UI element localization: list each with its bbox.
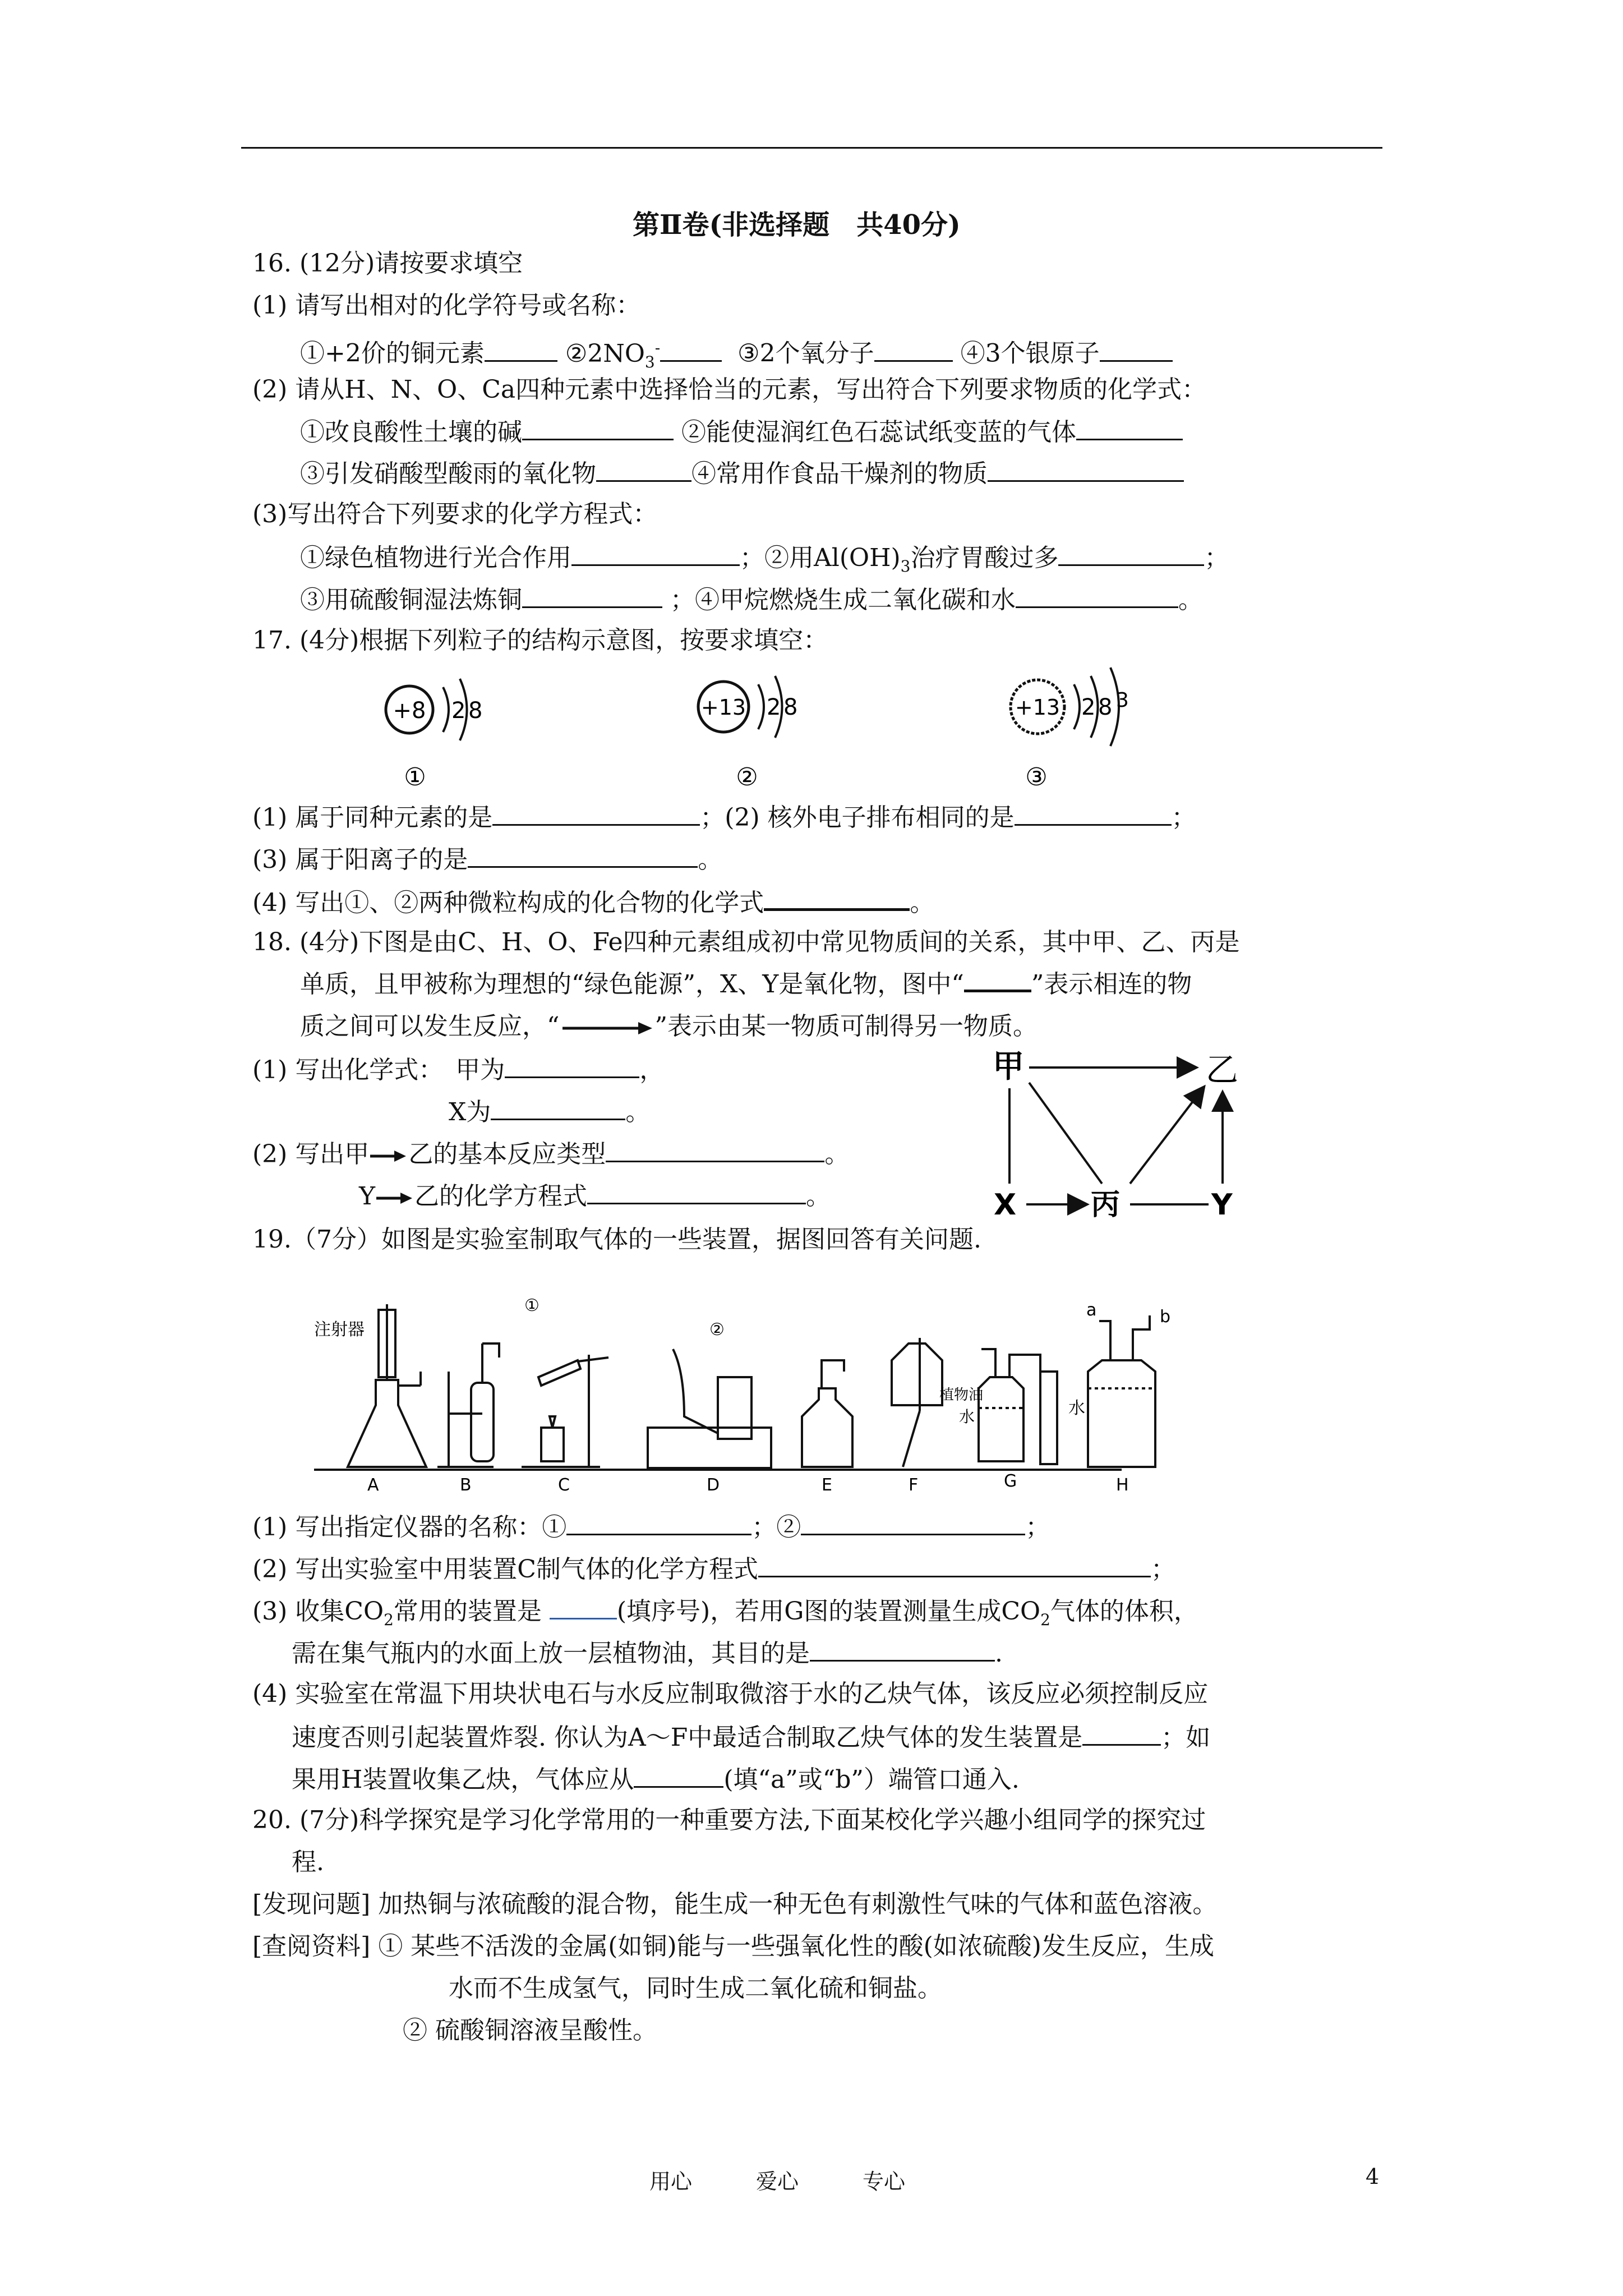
q18-p1b-text: X为 bbox=[449, 1098, 491, 1126]
apparatus-f bbox=[892, 1338, 942, 1467]
node-yi: 乙 bbox=[1206, 1051, 1239, 1089]
q16-p1-label: (1) 请写出相对的化学符号或名称： bbox=[252, 291, 641, 320]
q17-l3-end: 。 bbox=[910, 889, 935, 917]
water-label: 水 bbox=[959, 1407, 975, 1426]
q16-p1-a: ①+2价的铜元素 bbox=[300, 339, 485, 368]
answer-blank[interactable] bbox=[801, 1509, 1025, 1535]
q20-ref2: ② 硫酸铜溶液呈酸性。 bbox=[403, 2016, 657, 2045]
apparatus-b bbox=[437, 1343, 499, 1467]
q19-p1-mid: ；② bbox=[751, 1513, 801, 1542]
shell-count: 3 bbox=[1116, 689, 1129, 712]
q16-p2-row2 bbox=[300, 455, 1184, 491]
q16-p3-c: ③用硫酸铜湿法炼铜 bbox=[300, 586, 522, 614]
shell-count: 8 bbox=[1098, 694, 1113, 720]
answer-blank[interactable] bbox=[634, 1761, 723, 1788]
shell-count: 8 bbox=[783, 694, 798, 720]
answer-blank[interactable] bbox=[491, 1094, 625, 1120]
answer-blank[interactable] bbox=[1082, 1719, 1161, 1746]
q20-line1: 20. (7分)科学探究是学习化学常用的一种重要方法,下面某校化学兴趣小组同学的探究过 bbox=[252, 1806, 1206, 1834]
q20-ref1b: 水而不生成氢气，同时生成二氧化硫和铜盐。 bbox=[449, 1974, 942, 2003]
marker-1: ① bbox=[524, 1296, 540, 1315]
arrow-bing-yi bbox=[1130, 1088, 1203, 1184]
atom-label: ③ bbox=[1025, 763, 1048, 792]
q18-p2a-text: (2) 写出甲 bbox=[252, 1140, 370, 1168]
answer-blank[interactable] bbox=[1100, 335, 1173, 362]
oil-label: 植物油 bbox=[939, 1387, 984, 1404]
answer-blank[interactable] bbox=[505, 1052, 639, 1078]
node-y: Y bbox=[1211, 1188, 1233, 1222]
atom-diagram-3 bbox=[1011, 668, 1129, 792]
q17-l1c: ； bbox=[1171, 803, 1196, 832]
node-bing: 丙 bbox=[1091, 1188, 1121, 1222]
q16-p1-c: ③2个氧分子 bbox=[737, 339, 874, 368]
port-b-label: b bbox=[1160, 1307, 1171, 1327]
apparatus-g bbox=[979, 1349, 1057, 1464]
q18-p1b-end: 。 bbox=[625, 1098, 651, 1126]
nucleus-label: +13 bbox=[1015, 695, 1061, 720]
answer-blank[interactable] bbox=[522, 414, 674, 440]
q17-line3 bbox=[252, 884, 934, 920]
q17-l2-end: 。 bbox=[698, 845, 723, 874]
q19-p3a-mid: 常用的装置是 bbox=[393, 1597, 542, 1626]
q19-p2-end: ； bbox=[1150, 1555, 1175, 1584]
apparatus-label: G bbox=[1004, 1471, 1017, 1491]
arrow-icon bbox=[375, 1190, 414, 1207]
nucleus-label: +8 bbox=[393, 698, 426, 724]
q19-p2 bbox=[252, 1551, 1175, 1586]
q16-p3-d-end: 。 bbox=[1178, 586, 1203, 614]
q18-p1a-end: ， bbox=[639, 1056, 665, 1084]
answer-blank[interactable] bbox=[1076, 414, 1183, 440]
q18-p2a-post: 乙的基本反应类型 bbox=[408, 1140, 606, 1168]
q18-line3b: ”表示由某一物质可制得另一物质。 bbox=[654, 1012, 1038, 1041]
subscript: 2 bbox=[384, 1610, 394, 1629]
q19-p2-text: (2) 写出实验室中用装置C制气体的化学方程式 bbox=[252, 1555, 758, 1584]
q16-p2-d: ④常用作食品干燥剂的物质 bbox=[691, 459, 988, 488]
q16-p3-d: ；④甲烷燃烧生成二氧化碳和水 bbox=[670, 586, 1016, 614]
q20-ref1: [查阅资料] ① 某些不活泼的金属(如铜)能与一些强氧化性的酸(如浓硫酸)发生反应，生成 bbox=[252, 1932, 1214, 1961]
q16-p1-b-text: ②2NO bbox=[565, 339, 645, 368]
q17-line2 bbox=[252, 841, 722, 877]
apparatus-e bbox=[802, 1360, 852, 1467]
subscript: 3 bbox=[900, 556, 911, 576]
lab-apparatus-figure bbox=[314, 1259, 1279, 1495]
q19-p4c-text: 果用H装置收集乙炔，气体应从 bbox=[292, 1765, 634, 1794]
q17-l1a: (1) 属于同种元素的是 bbox=[252, 803, 493, 832]
q18-line2a: 单质，且甲被称为理想的“绿色能源”，X、Y是氧化物，图中“ bbox=[300, 970, 964, 999]
answer-blank[interactable] bbox=[571, 540, 740, 566]
q20-found: [发现问题] 加热铜与浓硫酸的混合物，能生成一种无色有刺激性气味的气体和蓝色溶液。 bbox=[252, 1890, 1218, 1918]
answer-blank[interactable] bbox=[522, 582, 662, 608]
q18-line3a: 质之间可以发生反应，“ bbox=[300, 1012, 560, 1041]
apparatus-h bbox=[1088, 1315, 1155, 1467]
q16-p2-a: ①改良酸性土壤的碱 bbox=[300, 418, 522, 447]
q18-line2 bbox=[300, 968, 1192, 1001]
atom-diagram-1 bbox=[386, 679, 482, 792]
superscript: - bbox=[654, 338, 661, 357]
q19-p1-text: (1) 写出指定仪器的名称：① bbox=[252, 1513, 567, 1542]
water-h-label: 水 bbox=[1068, 1398, 1085, 1418]
nucleus-label: +13 bbox=[700, 695, 746, 720]
q16-p3-b-end: ； bbox=[1204, 544, 1229, 572]
answer-blank[interactable] bbox=[764, 884, 910, 911]
node-jia: 甲 bbox=[993, 1048, 1024, 1085]
q19-p1 bbox=[252, 1509, 1050, 1544]
q18-line2b: ”表示相连的物 bbox=[1031, 970, 1192, 999]
answer-blank[interactable] bbox=[492, 799, 700, 826]
answer-blank[interactable] bbox=[468, 841, 698, 868]
q18-p1a bbox=[252, 1052, 664, 1087]
q18-p1a-text: (1) 写出化学式： 甲为 bbox=[252, 1056, 505, 1084]
q18-p2a-end: 。 bbox=[824, 1140, 850, 1168]
q17-l2: (3) 属于阳离子的是 bbox=[252, 845, 468, 874]
shell-count: 2 bbox=[767, 694, 781, 720]
relation-diagram bbox=[987, 1046, 1256, 1226]
q16-p3-a: ①绿色植物进行光合作用 bbox=[300, 544, 571, 572]
q16-p1-items bbox=[300, 331, 1173, 379]
atom-label: ① bbox=[404, 763, 426, 792]
q17-title: 17. (4分)根据下列粒子的结构示意图，按要求填空： bbox=[252, 626, 828, 655]
shell-count: 2 bbox=[1081, 694, 1096, 720]
arrow-sample-icon bbox=[560, 1020, 655, 1037]
q16-p1-b bbox=[565, 338, 661, 371]
answer-blank[interactable] bbox=[1016, 582, 1178, 608]
q18-p2b-end: 。 bbox=[806, 1182, 831, 1211]
answer-blank[interactable] bbox=[566, 1509, 751, 1535]
q19-p4b bbox=[292, 1719, 1210, 1755]
q18-p1b bbox=[449, 1094, 650, 1129]
answer-blank[interactable] bbox=[485, 335, 557, 362]
apparatus-label: H bbox=[1116, 1475, 1129, 1495]
q18-p2b bbox=[359, 1178, 831, 1213]
apparatus-c bbox=[522, 1355, 608, 1467]
q16-p2-b: ②能使湿润红色石蕊试纸变蓝的气体 bbox=[681, 418, 1076, 447]
q16-p2-row1 bbox=[300, 414, 1183, 449]
q18-line1: 18. (4分)下图是由C、H、O、Fe四种元素组成初中常见物质间的关系，其中甲、乙、丙是 bbox=[252, 928, 1240, 956]
answer-blank[interactable] bbox=[587, 1178, 806, 1204]
atom-structure-diagrams bbox=[359, 651, 1200, 797]
q19-p3a-post: (填序号)，若用G图的装置测量生成CO bbox=[616, 1597, 1041, 1626]
q19-p3b-text: 需在集气瓶内的水面上放一层植物油，其目的是 bbox=[292, 1639, 810, 1668]
q16-p2-label: (2) 请从H、N、O、Ca四种元素中选择恰当的元素，写出符合下列要求物质的化学式： bbox=[252, 375, 1207, 404]
section-title: 第Ⅱ卷(非选择题 共40分) bbox=[633, 209, 961, 241]
answer-blank[interactable] bbox=[596, 455, 691, 482]
answer-blank[interactable] bbox=[660, 335, 722, 362]
header-rule bbox=[241, 147, 1382, 149]
answer-blank[interactable] bbox=[810, 1635, 995, 1662]
q16-p3-row2 bbox=[300, 582, 1203, 617]
answer-blank[interactable] bbox=[758, 1551, 1151, 1577]
q19-p4b-end: ；如 bbox=[1161, 1723, 1211, 1752]
q19-title: 19.（7分）如图是实验室制取气体的一些装置，据图回答有关问题. bbox=[252, 1225, 981, 1254]
q16-p1-d: ④3个银原子 bbox=[960, 339, 1100, 368]
page-number: 4 bbox=[1366, 2164, 1380, 2189]
q17-l3: (4) 写出①、②两种微粒构成的化合物的化学式 bbox=[252, 889, 764, 917]
q17-line1 bbox=[252, 799, 1196, 835]
q16-title: 16. (12分)请按要求填空 bbox=[252, 249, 523, 278]
apparatus-label: E bbox=[822, 1475, 832, 1495]
q19-p1-end: ； bbox=[1025, 1513, 1050, 1542]
footer-text: 用心 爱心 专心 bbox=[649, 2169, 906, 2194]
q18-p2b-post: 乙的化学方程式 bbox=[414, 1182, 588, 1211]
q16-p2-c: ③引发硝酸型酸雨的氧化物 bbox=[300, 459, 596, 488]
apparatus-label: D bbox=[707, 1475, 720, 1495]
q18-p2b-pre: Y bbox=[359, 1182, 376, 1211]
apparatus-label: C bbox=[558, 1475, 570, 1495]
marker-2: ② bbox=[709, 1320, 725, 1340]
arrow-icon bbox=[369, 1148, 408, 1165]
node-x: X bbox=[994, 1188, 1017, 1222]
port-a-label: a bbox=[1086, 1300, 1097, 1320]
answer-blank[interactable] bbox=[988, 455, 1184, 482]
answer-blank[interactable] bbox=[874, 335, 953, 362]
answer-blank[interactable] bbox=[1058, 540, 1204, 566]
q19-p3b bbox=[292, 1635, 1003, 1671]
subscript: 2 bbox=[1040, 1610, 1050, 1629]
q19-p4c bbox=[292, 1761, 1020, 1797]
q16-p3-b-pre: ；②用Al(OH) bbox=[740, 544, 901, 572]
q18-line3 bbox=[300, 1010, 1038, 1043]
shell-count: 8 bbox=[468, 698, 483, 724]
q19-p4b-text: 速度否则引起装置炸裂. 你认为A～F中最适合制取乙炔气体的发生装置是 bbox=[292, 1723, 1083, 1752]
q19-p3b-end: . bbox=[995, 1639, 1003, 1668]
syringe-label: 注射器 bbox=[314, 1320, 365, 1340]
connector-line-sample bbox=[964, 973, 1031, 992]
q16-p3-label: (3)写出符合下列要求的化学方程式： bbox=[252, 500, 658, 528]
q19-p3a bbox=[252, 1593, 1198, 1637]
shell-count: 2 bbox=[451, 698, 466, 724]
q19-p4c-end: (填“a”或“b”）端管口通入. bbox=[723, 1765, 1020, 1794]
q19-p3a-pre: (3) 收集CO bbox=[252, 1597, 384, 1626]
answer-blank[interactable] bbox=[550, 1593, 617, 1619]
q19-p4a: (4) 实验室在常温下用块状电石与水反应制取微溶于水的乙炔气体，该反应必须控制反应 bbox=[252, 1680, 1209, 1708]
apparatus-d bbox=[648, 1349, 771, 1468]
q16-p3-row1 bbox=[300, 540, 1229, 583]
q19-p3a-end: 气体的体积， bbox=[1050, 1597, 1198, 1626]
answer-blank[interactable] bbox=[1015, 799, 1172, 826]
atom-diagram-2 bbox=[698, 676, 797, 792]
q20-line2: 程. bbox=[292, 1848, 324, 1876]
apparatus-label: B bbox=[460, 1475, 472, 1495]
subscript: 3 bbox=[644, 352, 655, 371]
q16-p3-b-post: 治疗胃酸过多 bbox=[910, 544, 1059, 572]
answer-blank[interactable] bbox=[606, 1136, 824, 1162]
line-jia-bing bbox=[1029, 1083, 1102, 1184]
q17-l1b: ；(2) 核外电子排布相同的是 bbox=[700, 803, 1015, 832]
q18-p2a bbox=[252, 1136, 849, 1171]
apparatus-label: F bbox=[909, 1475, 919, 1495]
apparatus-label: A bbox=[367, 1475, 379, 1495]
atom-label: ② bbox=[736, 763, 758, 792]
